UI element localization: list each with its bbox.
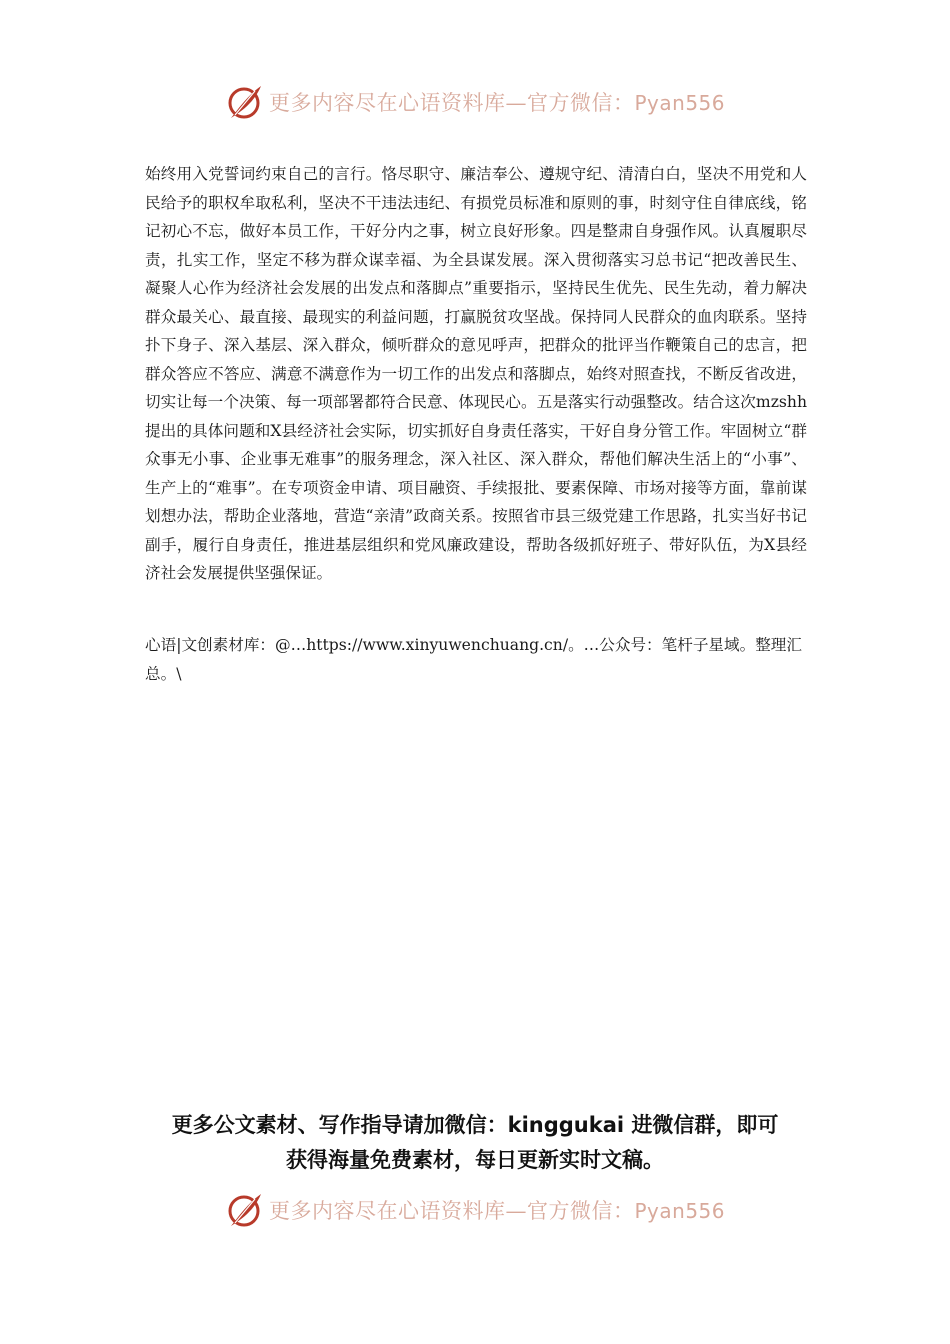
body-paragraph: 始终用入党誓词约束自己的言行。恪尽职守、廉洁奉公、遵规守纪、清清白白，坚决不用党和人民给予的职权牟取私利，坚决不干违法违纪、有损党员标准和原则的事，时刻守住自律底线，铭记初心不忘，做好本员工作，干好分内之事，树立良好形象。四是整肃自身强作风。认真履职尽责，扎实工作，坚定不移为群众谋幸福、为全县谋发展。深入贯彻落实习总书记“把改善民生、凝聚人心作为经济社会发展的出发点和落脚点”重要指示，坚持民生优先、民生先动，着力解决群众最关心、最直接、最现实的利益问题，打赢脱贫攻坚战。保持同人民群众的血肉联系。坚持扑下身子、深入基层、深入群众，倾听群众的意见呼声，把群众的批评当作鞭策自己的忠言，把群众答应不答应、满意不满意作为一切工作的出发点和落脚点，始终对照查找，不断反省改进，切实让每一个决策、每一项部署都符合民意、体现民心。五是落实行动强整改。结合这次mzshh提出的具体问题和X县经济社会实际，切实抓好自身责任落实，干好自身分管工作。牢固树立“群众事无小事、企业事无难事”的服务理念，深入社区、深入群众，帮他们解决生活上的“小事”、生产上的“难事”。在专项资金申请、项目融资、手续报批、要素保障、市场对接等方面，靠前谋划想办法，帮助企业落地，营造“亲清”政商关系。按照省市县三级党建工作思路，扎实当好书记副手，履行自身责任，推进基层组织和党风廉政建设，帮助各级抓好班子、带好队伍，为X县经济社会发展提供坚强保证。 bbox=[145, 165, 807, 582]
footer-banner-text: 更多内容尽在心语资料库—官方微信：Pyan556 bbox=[268, 1199, 725, 1223]
header-banner-text: 更多内容尽在心语资料库—官方微信：Pyan556 bbox=[268, 91, 725, 115]
quill-pen-logo-icon bbox=[225, 82, 265, 122]
header-banner bbox=[0, 82, 950, 122]
promo-block bbox=[120, 1108, 830, 1178]
quill-pen-logo-icon bbox=[225, 1190, 265, 1230]
header-wechat-id: Pyan556 bbox=[634, 91, 725, 115]
source-note: 心语|文创素材库：@…https://www.xinyuwenchuang.cn/。…公众号：笔杆子星域。整理汇总。\ bbox=[145, 636, 802, 683]
footer-banner bbox=[0, 1190, 950, 1230]
footer-wechat-id: Pyan556 bbox=[634, 1199, 725, 1223]
promo-line-2: 获得海量免费素材，每日更新实时文稿。 bbox=[286, 1148, 664, 1172]
promo-line-1: 更多公文素材、写作指导请加微信：kinggukai 进微信群，即可 bbox=[171, 1113, 779, 1137]
